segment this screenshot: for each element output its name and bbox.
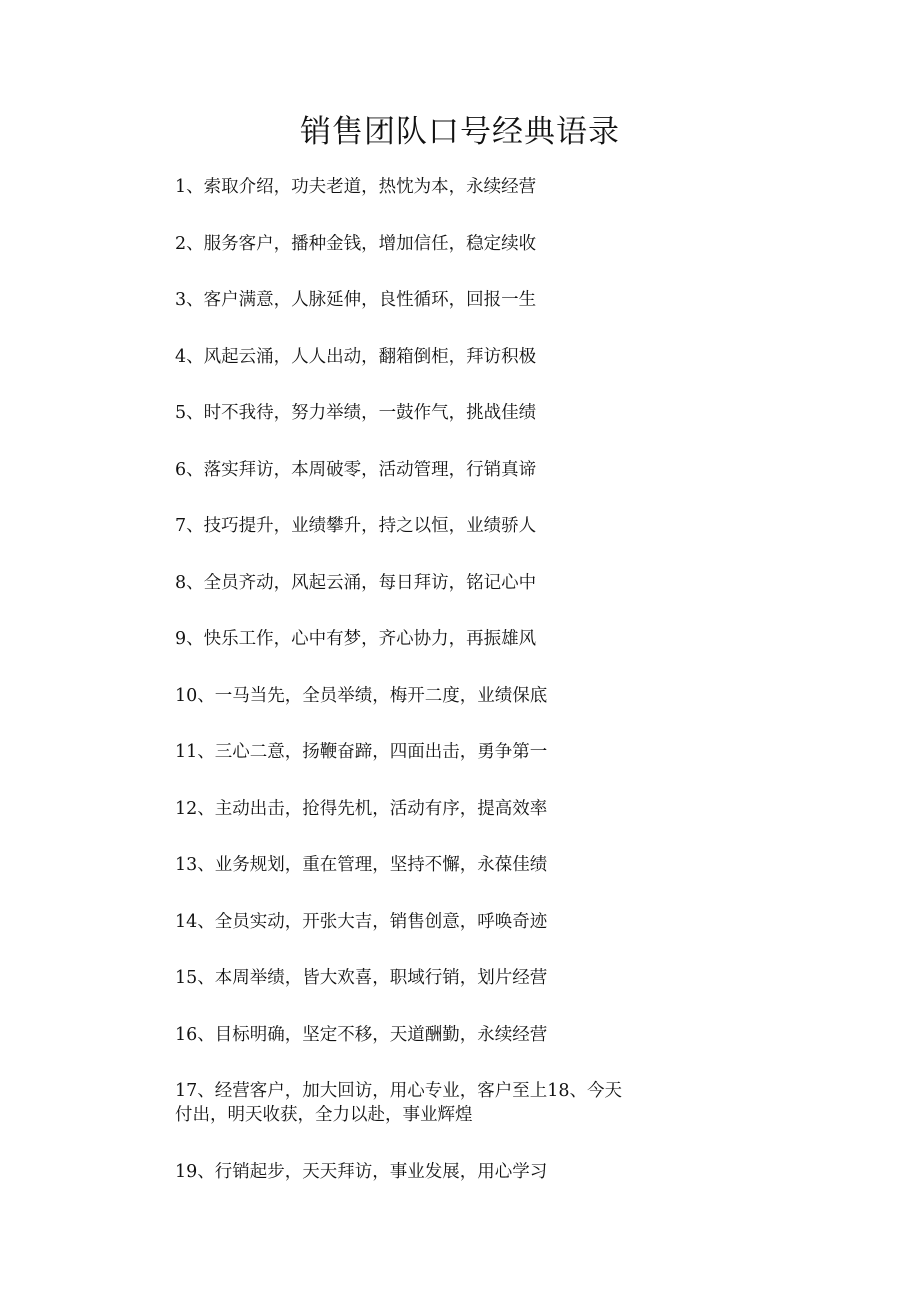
list-item: 1、索取介绍，功夫老道，热忱为本，永续经营 (175, 177, 537, 197)
list-item: 19、行销起步，天天拜访，事业发展，用心学习 (175, 1161, 548, 1182)
list-item: 8、全员齐动，风起云涌，每日拜访，铭记心中 (175, 572, 537, 593)
list-item: 5、时不我待，努力举绩，一鼓作气，挑战佳绩 (175, 403, 537, 423)
list-item: 2、服务客户，播种金钱，增加信任，稳定续收 (175, 233, 537, 254)
list-item: 13、业务规划，重在管理，坚持不懈，永葆佳绩 (175, 855, 548, 875)
list-item: 15、本周举绩，皆大欢喜，职域行销，划片经营 (175, 968, 548, 988)
list-item: 16、目标明确，坚定不移，天道酬勤，永续经营 (175, 1024, 548, 1045)
list-item: 10、一马当先，全员举绩，梅开二度，业绩保底 (175, 685, 548, 706)
list-item: 9、快乐工作，心中有梦，齐心协力，再振雄风 (175, 629, 537, 649)
list-item: 3、客户满意，人脉延伸，良性循环，回报一生 (175, 290, 537, 310)
list-item: 4、风起云涌，人人出动，翻箱倒柜，拜访积极 (175, 346, 537, 367)
page-title: 销售团队口号经典语录 (300, 114, 620, 150)
slogan-list (175, 175, 627, 1216)
list-item: 7、技巧提升，业绩攀升，持之以恒，业绩骄人 (175, 516, 537, 536)
list-item: 12、主动出击，抢得先机，活动有序，提高效率 (175, 798, 548, 819)
list-item: 17、经营客户，加大回访，用心专业，客户至上18、今天付出，明天收获，全力以赴，事业辉煌 (175, 1081, 623, 1125)
list-item: 14、全员实动，开张大吉，销售创意，呼唤奇迹 (175, 911, 548, 932)
list-item: 6、落实拜访，本周破零，活动管理，行销真谛 (175, 459, 537, 480)
list-item: 11、三心二意，扬鞭奋蹄，四面出击，勇争第一 (175, 742, 548, 762)
